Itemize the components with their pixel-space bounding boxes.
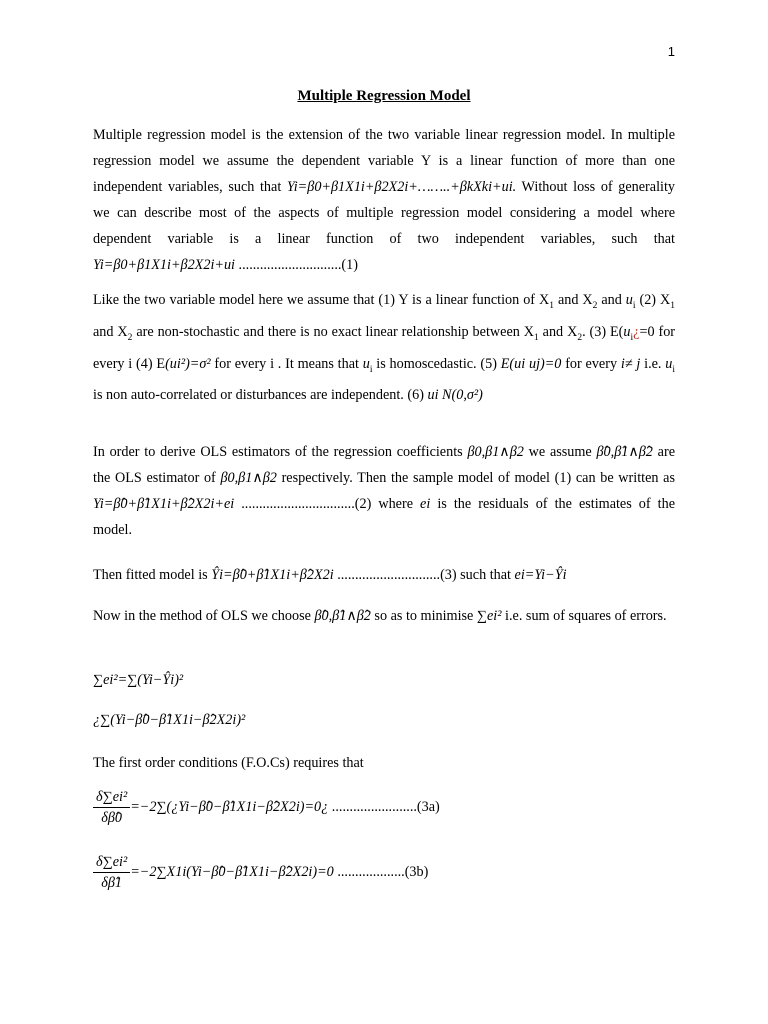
- p3-text-e: are the OLS estimator of: [93, 444, 675, 486]
- paragraph-ols-method: [93, 603, 675, 629]
- p5-text-a: Now in the method of OLS we choose: [93, 608, 315, 624]
- equation-foc-3b: [93, 853, 428, 892]
- p2-text-d: (2) X: [635, 292, 671, 308]
- p2-text-h: . (3) E(: [582, 323, 624, 340]
- p2-normal-dist: ui N(0,σ²): [427, 387, 483, 404]
- p2-ineq: i≠ j: [620, 355, 641, 372]
- foc-3b-numerator: δ∑ei²: [93, 853, 130, 873]
- p3-text-i: ................................(2) where: [234, 496, 421, 512]
- p1-text-b: Without loss of generality we can describe most of the aspects of multiple regression model considering a model where dependent variable is a linear function of two independent variables, such that: [93, 179, 676, 247]
- p5-sum-sq: ∑ei²: [476, 608, 502, 624]
- p2-sub: i: [630, 332, 634, 343]
- p2-text-a: Like the two variable model here we assume that (1) Y is a linear function of X: [93, 292, 550, 308]
- foc-3b-tag: ...................(3b): [333, 863, 429, 880]
- p2-text-g: and X: [538, 323, 578, 340]
- p2-u: u: [665, 355, 673, 372]
- paragraph-foc-intro: The first order conditions (F.O.Cs) requires that: [93, 755, 364, 771]
- paragraph-intro: [93, 122, 675, 278]
- p1-equation-two-var: Yi=β0+β1X1i+β2X2i+ui: [93, 257, 235, 273]
- p2-text-n: for every: [561, 355, 621, 372]
- paragraph-ols-estimators: [93, 439, 675, 543]
- foc-3a-rhs: =−2∑(¿Yi−β̂0−β̂1X1i−β̂2X2i)=0¿: [130, 798, 329, 815]
- p2-inverted-question: ¿: [633, 323, 640, 340]
- p2-u: u: [623, 323, 631, 340]
- p2-sub: i: [672, 364, 675, 375]
- foc-3a-fraction: [93, 788, 130, 827]
- p3-text-a: In order to derive OLS estimators of the regression coefficients: [93, 444, 468, 460]
- p3-betas-2: β0,β1∧β2: [220, 470, 277, 486]
- p2-variance-eq: (ui²)=σ²: [165, 355, 211, 372]
- page-number: 1: [667, 44, 675, 59]
- p2-text-p: i.e.: [640, 355, 666, 372]
- paragraph-assumptions: [93, 287, 675, 408]
- p2-sub: 2: [577, 332, 583, 343]
- equation-sum-squares-expanded: ¿∑(Yi−β̂0−β̂1X1i−β̂2X2i)²: [93, 712, 246, 728]
- p3-betas: β0,β1∧β2: [467, 444, 524, 460]
- p3-beta-hats: β̂0,β̂1∧β̂2: [596, 444, 653, 460]
- p5-text-c: so as to minimise: [370, 608, 477, 624]
- p2-text-l: is homoscedastic. (5): [372, 355, 501, 372]
- foc-3a-denominator: δβ̂0: [101, 810, 122, 826]
- p3-text-k: is the residuals of the estimates of the model.: [93, 496, 675, 538]
- p4-residual-eq: ei=Yi−Ŷi: [514, 567, 567, 583]
- p2-sub: 1: [670, 300, 675, 311]
- p2-u: u: [625, 292, 633, 308]
- p5-text-e: i.e. sum of squares of errors.: [501, 608, 667, 624]
- p2-text-b: and X: [553, 292, 593, 308]
- foc-3a-tag: ........................(3a): [328, 798, 440, 815]
- p4-fitted-eq: Ŷi=β̂0+β̂1X1i+β̂2X2i: [211, 567, 334, 583]
- foc-3b-denominator: δβ̂1: [101, 875, 122, 891]
- p3-text-c: we assume: [523, 444, 597, 460]
- p5-beta-hats: β̂0,β̂1∧β̂2: [314, 608, 371, 624]
- foc-3a-numerator: δ∑ei²: [93, 788, 130, 808]
- paragraph-fitted-model: [93, 562, 675, 588]
- p2-sub: i: [369, 364, 373, 375]
- p2-sub: 2: [592, 300, 598, 311]
- foc-3b-rhs: =−2∑X1i(Yi−β̂0−β̂1X1i−β̂2X2i)=0: [130, 863, 334, 880]
- p2-cov-eq: E(ui uj)=0: [500, 355, 562, 372]
- p2-text-f: are non-stochastic and there is no exact linear relationship between X: [132, 323, 534, 340]
- equation-foc-3a: [93, 788, 440, 827]
- p2-text-e: and X: [93, 323, 128, 340]
- p3-sample-model-eq: Yi=β̂0+β̂1X1i+β̂2X2i+ei: [93, 496, 235, 512]
- p1-equation-general: Yi=β0+β1X1i+β2X2i+……..+βkXki+ui.: [286, 179, 517, 195]
- p4-text-c: .............................(3) such that: [333, 567, 515, 583]
- page-title: Multiple Regression Model: [297, 88, 471, 104]
- p2-text-i: =0 for every i (4) E: [93, 323, 676, 372]
- p2-text-k: for every i . It means that: [210, 355, 363, 372]
- p2-sub: 1: [534, 332, 539, 343]
- p4-text-a: Then fitted model is: [93, 567, 212, 583]
- foc-3b-fraction: [93, 853, 130, 892]
- p1-text-c: .............................(1): [235, 257, 358, 273]
- p3-text-g: respectively. Then the sample model of model (1) can be written as: [276, 470, 675, 486]
- p3-residual: ei: [420, 496, 431, 512]
- p2-sub: 2: [127, 332, 133, 343]
- p2-sub: i: [632, 300, 636, 311]
- p2-u: u: [362, 355, 370, 372]
- p1-text-a: Multiple regression model is the extension of the two variable linear regression model. In multiple regression model we assume the dependent variable Y is a linear function of more than one independent variables, such that: [93, 127, 675, 195]
- equation-sum-squares: ∑ei²=∑(Yi−Ŷi)²: [93, 672, 184, 688]
- p2-text-c: and: [597, 292, 626, 308]
- p2-sub: 1: [549, 300, 554, 311]
- p2-text-q: is non auto-correlated or disturbances are independent. (6): [93, 387, 428, 404]
